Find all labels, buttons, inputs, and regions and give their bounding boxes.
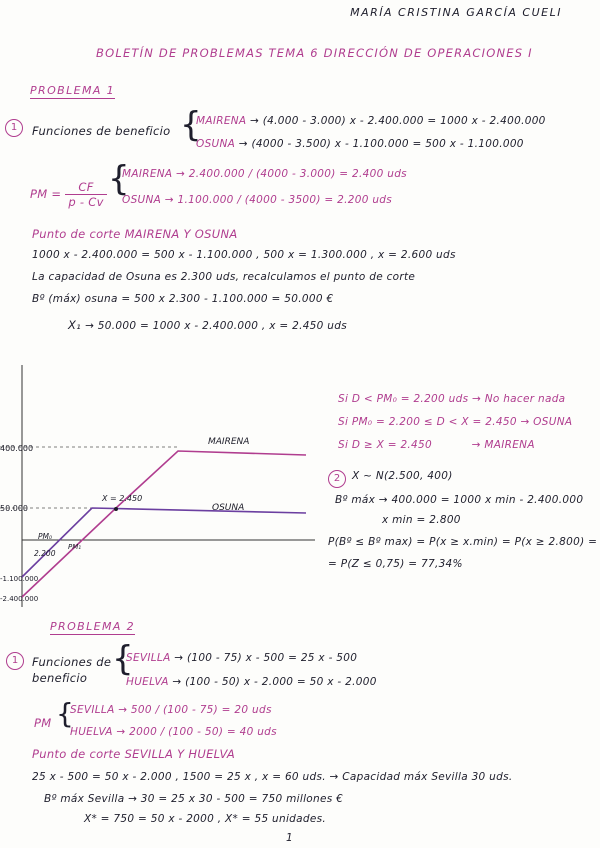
osuna-line-label: OSUNA	[212, 503, 245, 513]
problema2-heading: PROBLEMA 2	[50, 620, 136, 633]
p2-pm-label: PM	[34, 716, 52, 730]
p2-corte-eq: 25 x - 500 = 50 x - 2.000 , 1500 = 25 x , x = 60 uds. → Capacidad máx Sevilla 30 uds.	[32, 771, 513, 783]
p1-prob2: = P(Z ≤ 0,75) = 77,34%	[328, 558, 463, 570]
pm1-label: PM₁	[68, 543, 82, 551]
p2-brace: {	[112, 639, 134, 679]
mairena-line-label: MAIRENA	[208, 437, 250, 447]
p2-pm-huelva: HUELVA → 2000 / (100 - 50) = 40 uds	[70, 726, 277, 738]
pm0-label: PM₀	[38, 532, 53, 541]
pm0-value: 2.200	[34, 549, 56, 558]
p1-normal: X ~ N(2.500, 400)	[352, 470, 453, 482]
p2-pm-brace: {	[56, 697, 74, 730]
p1-capacidad: La capacidad de Osuna es 2.300 uds, recalculamos el punto de corte	[32, 271, 416, 283]
x-point-label: X = 2.450	[102, 494, 143, 503]
p1-pm-mairena: MAIRENA → 2.400.000 / (4000 - 3.000) = 2.400 uds	[122, 168, 407, 180]
p1-bmax2: Bº máx → 400.000 = 1000 x min - 2.400.000	[335, 494, 584, 506]
p1-corte-title: Punto de corte MAIRENA Y OSUNA	[32, 227, 238, 241]
p1-xmin: x min = 2.800	[382, 514, 461, 526]
problema2-part1-marker: 1	[6, 648, 24, 670]
p1-bmax: Bº (máx) osuna = 500 x 2.300 - 1.100.000 = 50.000 €	[32, 293, 334, 305]
y-label-top: 400.000	[0, 444, 34, 453]
p1-x1-line: X₁ → 50.000 = 1000 x - 2.400.000 , x = 2.450 uds	[68, 318, 347, 332]
p2-pm-sevilla: SEVILLA → 500 / (100 - 75) = 20 uds	[70, 704, 272, 716]
p1-mairena-line: MAIRENA → (4.000 - 3.000) x - 2.400.000 = 1000 x - 2.400.000	[196, 115, 546, 127]
author-name: MARÍA CRISTINA GARCÍA CUELI	[350, 6, 562, 19]
p1-brace: {	[180, 105, 202, 145]
y-label-mid: 50.000	[0, 504, 28, 513]
y-label-bottom2: -2.400.000	[0, 595, 39, 603]
p2-bmax: Bº máx Sevilla → 30 = 25 x 30 - 500 = 750 millones €	[44, 793, 344, 805]
p1-pm-brace: {	[108, 159, 130, 199]
p1-cond3: Si D ≥ X = 2.450 → MAIRENA	[338, 439, 535, 451]
y-label-bottom1: -1.100.000	[0, 575, 39, 583]
profit-graph	[0, 345, 330, 615]
p2-huelva-line: HUELVA → (100 - 50) x - 2.000 = 50 x - 2.000	[126, 676, 377, 688]
p2-funciones-label: Funciones de beneficio	[32, 655, 112, 685]
p1-osuna-line: OSUNA → (4000 - 3.500) x - 1.100.000 = 500 x - 1.100.000	[196, 138, 524, 150]
p1-prob1: P(Bº ≤ Bº max) = P(x ≥ x.min) = P(x ≥ 2.800) =	[328, 536, 598, 548]
p2-corte-title: Punto de corte SEVILLA Y HUELVA	[32, 747, 236, 761]
p1-funciones-label: Funciones de beneficio	[32, 124, 171, 138]
p2-sevilla-line: SEVILLA → (100 - 75) x - 500 = 25 x - 500	[126, 652, 358, 664]
p2-xstar: X* = 750 = 50 x - 2000 , X* = 55 unidades.	[84, 813, 327, 825]
p1-cond1: Si D < PM₀ = 2.200 uds → No hacer nada	[338, 393, 566, 405]
problema1-heading: PROBLEMA 1	[30, 84, 116, 97]
problema1-part1-marker: 1	[5, 115, 23, 137]
p1-pm-formula: PM = $\frac{CF}{p - Cv}$	[30, 180, 107, 209]
intersection-point	[114, 507, 118, 511]
p1-pm-osuna: OSUNA → 1.100.000 / (4000 - 3500) = 2.200 uds	[122, 194, 393, 206]
page-number: 1	[286, 832, 293, 844]
document-title: BOLETÍN DE PROBLEMAS TEMA 6 DIRECCIÓN DE OPERACIONES I	[96, 46, 533, 60]
p1-corte-eq: 1000 x - 2.400.000 = 500 x - 1.100.000 , 500 x = 1.300.000 , x = 2.600 uds	[32, 249, 456, 261]
mairena-line	[22, 451, 306, 597]
p1-cond2: Si PM₀ = 2.200 ≤ D < X = 2.450 → OSUNA	[338, 416, 573, 428]
problema1-part2-marker: 2	[328, 466, 346, 488]
osuna-line	[22, 508, 306, 577]
